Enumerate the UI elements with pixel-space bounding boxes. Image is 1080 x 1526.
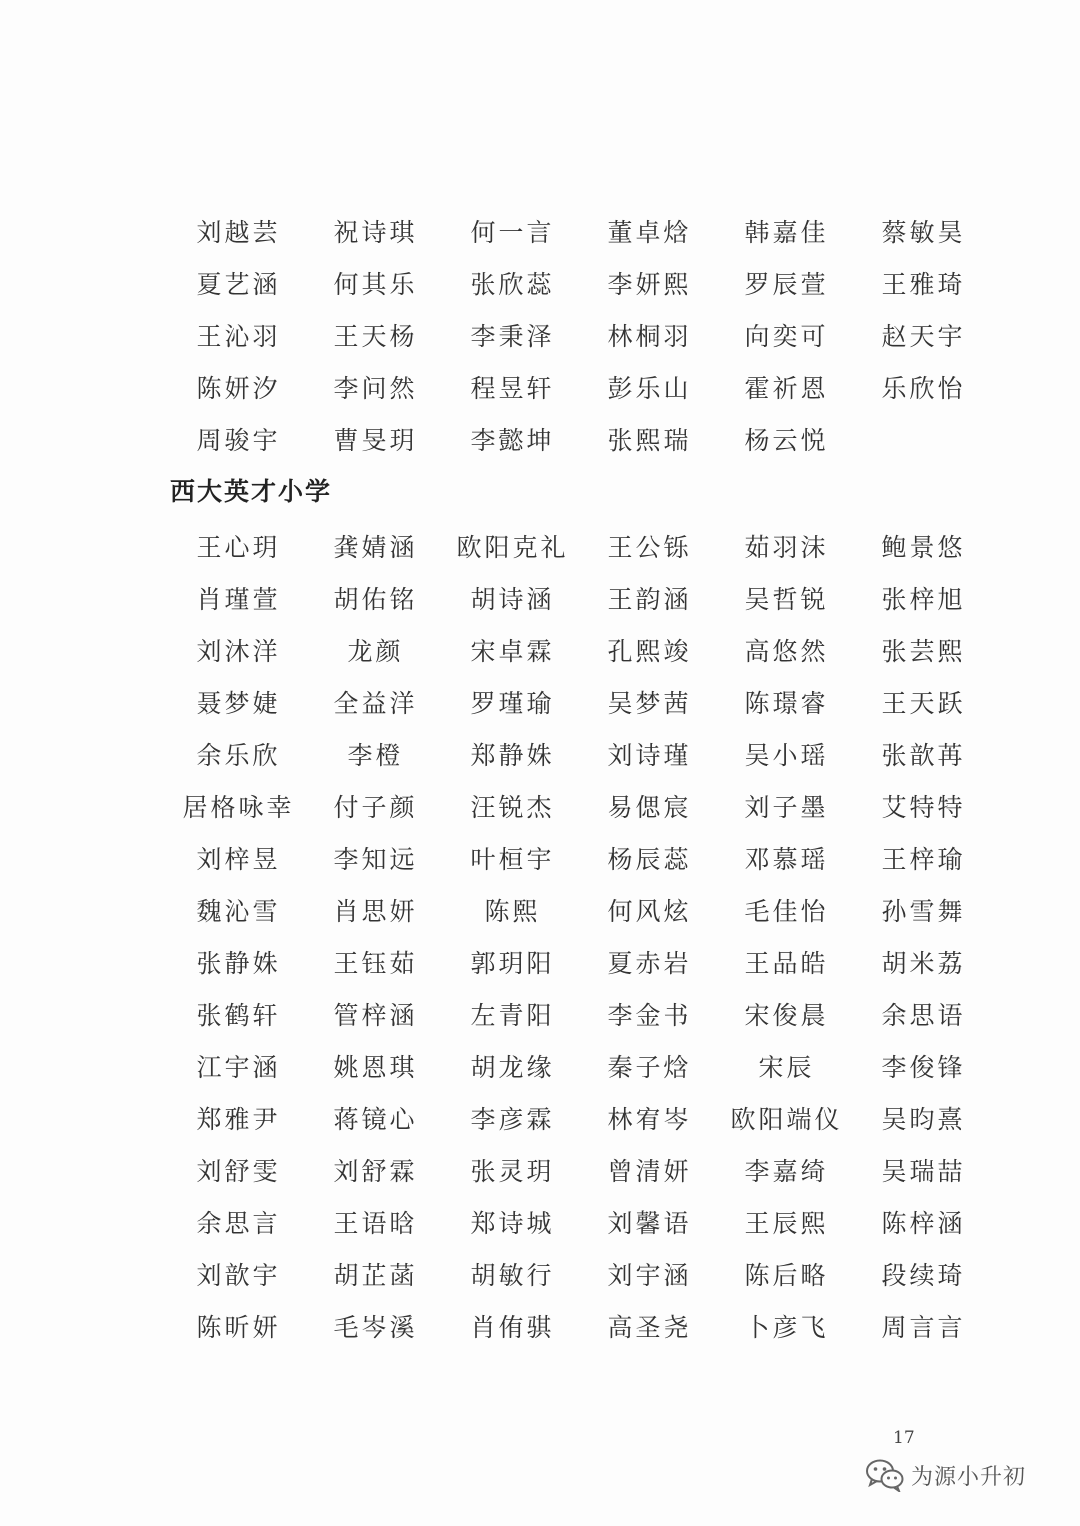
student-name: 林宥岑 [607, 1105, 692, 1134]
student-name: 王钰茹 [333, 949, 418, 978]
student-name: 付子颜 [333, 793, 418, 822]
student-name: 肖侑骐 [470, 1313, 555, 1342]
name-row [170, 361, 1010, 413]
student-name: 李秉泽 [470, 322, 555, 351]
student-name: 郑诗城 [470, 1209, 555, 1238]
student-name: 郭玥阳 [470, 949, 555, 978]
student-name: 宋辰 [758, 1053, 815, 1082]
student-name: 陈熙 [484, 897, 541, 926]
student-name: 管梓涵 [333, 1001, 418, 1030]
student-name: 陈璟睿 [744, 689, 829, 718]
student-name: 肖思妍 [333, 897, 418, 926]
student-name: 李金书 [607, 1001, 692, 1030]
name-row [170, 780, 1010, 832]
student-name: 胡米荔 [881, 949, 966, 978]
student-name: 王沁羽 [196, 322, 281, 351]
student-name: 吴哲锐 [744, 585, 829, 614]
student-name: 胡芷菡 [333, 1261, 418, 1290]
student-name: 霍祈恩 [744, 374, 829, 403]
student-name: 刘子墨 [744, 793, 829, 822]
student-name: 刘诗瑾 [607, 741, 692, 770]
student-name: 孔熙竣 [607, 637, 692, 666]
student-name: 胡敏行 [470, 1261, 555, 1290]
student-name: 张静姝 [196, 949, 281, 978]
student-name: 董卓焓 [607, 218, 692, 247]
student-name: 曹旻玥 [333, 426, 418, 455]
student-name: 何风炫 [607, 897, 692, 926]
student-name: 吴梦茜 [607, 689, 692, 718]
student-name: 姚恩琪 [333, 1053, 418, 1082]
student-name: 刘越芸 [196, 218, 281, 247]
student-name: 王天杨 [333, 322, 418, 351]
student-name: 林桐羽 [607, 322, 692, 351]
name-row [170, 936, 1010, 988]
student-name: 韩嘉佳 [744, 218, 829, 247]
student-name: 夏艺涵 [196, 270, 281, 299]
student-name: 高圣尧 [607, 1313, 692, 1342]
student-name: 邓慕瑶 [744, 845, 829, 874]
student-name: 汪锐杰 [470, 793, 555, 822]
student-name: 余思言 [196, 1209, 281, 1238]
student-name: 全益洋 [333, 689, 418, 718]
student-name: 张鹤轩 [196, 1001, 281, 1030]
student-name: 刘舒雯 [196, 1157, 281, 1186]
name-row [170, 624, 1010, 676]
student-name: 何一言 [470, 218, 555, 247]
student-name: 吴小瑶 [744, 741, 829, 770]
student-name: 居格咏幸 [182, 793, 295, 822]
name-row [170, 988, 1010, 1040]
student-name: 王天跃 [881, 689, 966, 718]
student-name: 周言言 [881, 1313, 966, 1342]
name-list-top [170, 205, 1010, 465]
name-row [170, 1248, 1010, 1300]
student-name: 刘舒霖 [333, 1157, 418, 1186]
student-name: 江宇涵 [196, 1053, 281, 1082]
student-name: 罗辰萱 [744, 270, 829, 299]
student-name: 胡龙缘 [470, 1053, 555, 1082]
student-name: 刘沐洋 [196, 637, 281, 666]
student-name: 魏沁雪 [196, 897, 281, 926]
student-name: 陈昕妍 [196, 1313, 281, 1342]
student-name: 罗瑾瑜 [470, 689, 555, 718]
student-name: 毛岑溪 [333, 1313, 418, 1342]
student-name: 鲍景悠 [881, 533, 966, 562]
student-name: 左青阳 [470, 1001, 555, 1030]
student-name: 陈后略 [744, 1261, 829, 1290]
student-name: 王雅琦 [881, 270, 966, 299]
student-name: 吴瑞喆 [881, 1157, 966, 1186]
student-name: 蔡敏昊 [881, 218, 966, 247]
student-name: 胡佑铭 [333, 585, 418, 614]
student-name: 宋卓霖 [470, 637, 555, 666]
student-name: 李妍熙 [607, 270, 692, 299]
name-row [170, 1300, 1010, 1352]
student-name: 高悠然 [744, 637, 829, 666]
student-name: 张芸熙 [881, 637, 966, 666]
student-name: 陈妍汐 [196, 374, 281, 403]
student-name: 叶桓宇 [470, 845, 555, 874]
student-name: 刘宇涵 [607, 1261, 692, 1290]
student-name: 孙雪舞 [881, 897, 966, 926]
name-row [170, 884, 1010, 936]
student-name: 杨云悦 [744, 426, 829, 455]
student-name: 王梓瑜 [881, 845, 966, 874]
student-name: 王心玥 [196, 533, 281, 562]
student-name: 段续琦 [881, 1261, 966, 1290]
student-name: 周骏宇 [196, 426, 281, 455]
student-name: 李橙 [347, 741, 404, 770]
student-name: 卜彦飞 [744, 1313, 829, 1342]
page-number: 17 [893, 1428, 915, 1448]
student-name: 张欣蕊 [470, 270, 555, 299]
watermark-text: 为源小升初 [911, 1464, 1027, 1490]
name-row [170, 1092, 1010, 1144]
student-name: 刘馨语 [607, 1209, 692, 1238]
student-name: 张歆苒 [881, 741, 966, 770]
student-name: 茹羽沫 [744, 533, 829, 562]
student-name: 李问然 [333, 374, 418, 403]
student-name: 李懿坤 [470, 426, 555, 455]
student-name: 李知远 [333, 845, 418, 874]
name-row [170, 309, 1010, 361]
name-row [170, 676, 1010, 728]
name-row [170, 1196, 1010, 1248]
student-name: 欧阳克礼 [456, 533, 569, 562]
student-name: 何其乐 [333, 270, 418, 299]
student-name: 李嘉绮 [744, 1157, 829, 1186]
name-list-main [170, 520, 1010, 1352]
student-name: 蒋镜心 [333, 1105, 418, 1134]
name-row [170, 413, 1010, 465]
student-name: 欧阳端仪 [730, 1105, 843, 1134]
name-row [170, 1144, 1010, 1196]
name-row [170, 728, 1010, 780]
student-name: 秦子焓 [607, 1053, 692, 1082]
student-name: 艾特特 [881, 793, 966, 822]
student-name: 杨辰蕊 [607, 845, 692, 874]
student-name: 易偲宸 [607, 793, 692, 822]
student-name: 彭乐山 [607, 374, 692, 403]
student-name: 肖瑾萱 [196, 585, 281, 614]
section-heading: 西大英才小学 [170, 477, 333, 506]
student-name: 毛佳怡 [744, 897, 829, 926]
student-name: 乐欣怡 [881, 374, 966, 403]
student-name: 程昱轩 [470, 374, 555, 403]
student-name: 赵天宇 [881, 322, 966, 351]
student-name: 龚婧涵 [333, 533, 418, 562]
student-name: 宋俊晨 [744, 1001, 829, 1030]
student-name: 夏赤岩 [607, 949, 692, 978]
name-row [170, 205, 1010, 257]
student-name: 王辰熙 [744, 1209, 829, 1238]
name-row [170, 257, 1010, 309]
wechat-icon [865, 1458, 905, 1492]
student-name: 李俊锋 [881, 1053, 966, 1082]
student-name: 聂梦婕 [196, 689, 281, 718]
student-name: 刘歆宇 [196, 1261, 281, 1290]
student-name: 张梓旭 [881, 585, 966, 614]
name-row [170, 520, 1010, 572]
student-name: 李彦霖 [470, 1105, 555, 1134]
student-name: 郑静姝 [470, 741, 555, 770]
student-name: 王语晗 [333, 1209, 418, 1238]
student-name: 向奕可 [744, 322, 829, 351]
student-name: 郑雅尹 [196, 1105, 281, 1134]
student-name: 曾清妍 [607, 1157, 692, 1186]
watermark [865, 1458, 1026, 1492]
student-name: 王公铄 [607, 533, 692, 562]
student-name: 龙颜 [347, 637, 404, 666]
student-name: 余乐欣 [196, 741, 281, 770]
student-name: 祝诗琪 [333, 218, 418, 247]
student-name: 余思语 [881, 1001, 966, 1030]
student-name: 吴昀熹 [881, 1105, 966, 1134]
student-name: 王韵涵 [607, 585, 692, 614]
student-name: 胡诗涵 [470, 585, 555, 614]
student-name: 陈梓涵 [881, 1209, 966, 1238]
student-name: 张灵玥 [470, 1157, 555, 1186]
student-name: 王品皓 [744, 949, 829, 978]
name-row [170, 572, 1010, 624]
student-name: 刘梓昱 [196, 845, 281, 874]
name-row [170, 832, 1010, 884]
student-name: 张熙瑞 [607, 426, 692, 455]
name-row [170, 1040, 1010, 1092]
